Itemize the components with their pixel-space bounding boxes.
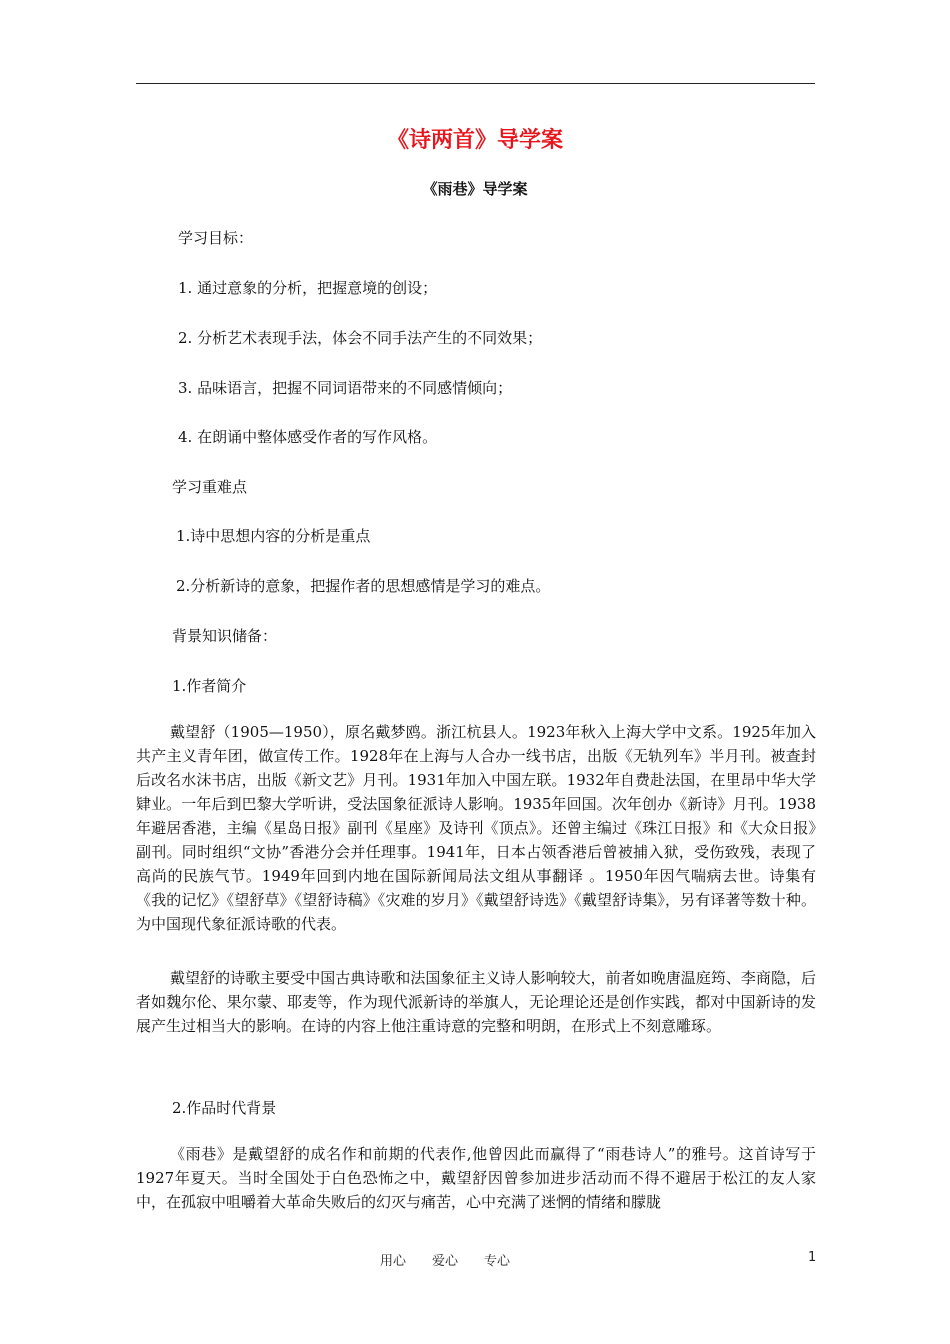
objective-item: 3. 品味语言，把握不同词语带来的不同感情倾向；	[178, 379, 513, 397]
author-heading: 1.作者简介	[172, 677, 247, 695]
influence-paragraph: 戴望舒的诗歌主要受中国古典诗歌和法国象征主义诗人影响较大，前者如晚唐温庭筠、李商隐，后者如魏尔伦、果尔蒙、耶麦等，作为现代派新诗的举旗人，无论理论还是创作实践，都对中国新诗的发展产生过相当大的影响。在诗的内容上他注重诗意的完整和明朗，在形式上不刻意雕琢。	[136, 969, 816, 1035]
background-heading: 背景知识储备：	[172, 627, 278, 645]
era-paragraph: 《雨巷》是戴望舒的成名作和前期的代表作,他曾因此而赢得了“雨巷诗人”的雅号。这首诗写于1927年夏天。当时全国处于白色恐怖之中，戴望舒因曾参加进步活动而不得不避居于松江的友人家中，在孤寂中咀嚼着大革命失败后的幻灭与痛苦，心中充满了迷惘的情绪和朦胧	[136, 1145, 816, 1211]
document-subtitle: 《雨巷》导学案	[422, 180, 528, 198]
objective-item: 2. 分析艺术表现手法，体会不同手法产生的不同效果；	[178, 329, 543, 347]
objective-item: 4. 在朗诵中整体感受作者的写作风格。	[178, 428, 438, 446]
difficulty-item: 2.分析新诗的意象，把握作者的思想感情是学习的难点。	[176, 577, 551, 595]
objectives-heading: 学习目标：	[178, 229, 254, 247]
document-title: 《诗两首》导学案	[386, 128, 563, 153]
header-rule	[136, 83, 815, 84]
difficulty-item: 1.诗中思想内容的分析是重点	[176, 527, 371, 545]
author-paragraph: 戴望舒（1905—1950），原名戴梦鸥。浙江杭县人。1923年秋入上海大学中文系。1925年加入共产主义青年团，做宣传工作。1928年在上海与人合办一线书店，出版《无轨列车》半月刊。被查封后改名水沫书店，出版《新文艺》月刊。1931年加入中国左联。1932年自费赴法国，在里昂中华大学肄业。一年后到巴黎大学听讲，受法国象征派诗人影响。1935年回国。次年创办《新诗》月刊。1938年避居香港，主编《星岛日报》副刊《星座》及诗刊《顶点》。还曾主编过《珠江日报》和《大众日报》副刊。同时组织“文协”香港分会并任理事。1941年，日本占领香港后曾被捕入狱，受伤致残，表现了高尚的民族气节。1949年回到内地在国际新闻局法文组从事翻译 。1950年因气喘病去世。诗集有《我的记忆》《望舒草》《望舒诗稿》《灾难的岁月》《戴望舒诗选》《戴望舒诗集》，另有译著等数十种。为中国现代象征派诗歌的代表。	[136, 723, 816, 933]
footer-motto: 用心 爱心 专心	[380, 1254, 511, 1269]
objective-item: 1. 通过意象的分析，把握意境的创设；	[178, 279, 438, 297]
page-number: 1	[808, 1250, 817, 1265]
era-heading: 2.作品时代背景	[172, 1099, 277, 1117]
difficulties-heading: 学习重难点	[172, 478, 248, 496]
